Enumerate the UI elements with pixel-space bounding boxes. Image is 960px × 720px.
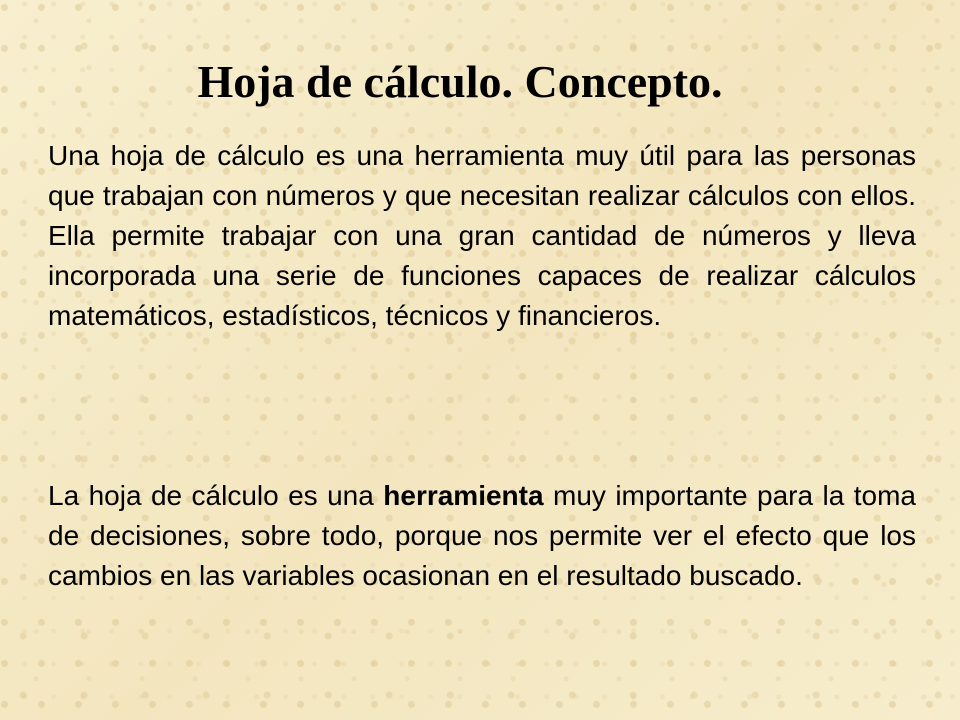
- slide-title: Hoja de cálculo. Concepto.: [197, 56, 723, 107]
- paragraph-importance-start: La hoja de cálculo es una: [48, 480, 384, 511]
- paragraph-importance: [48, 476, 916, 596]
- paragraph-definition: Una hoja de cálculo es una herramienta muy útil para las personas que trabajan con números y que necesitan realizar cálculos con ellos. Ella permite trabajar con una gran cantidad de números y lleva incorporada una serie de funciones capaces de realizar cálculos matemáticos, estadísticos, técnicos y financieros.: [48, 140, 916, 331]
- paragraph-importance-end: muy importante para la toma de decisiones, sobre todo, porque nos permite ver el efecto que los cambios en las variables ocasionan en el resultado buscado.: [48, 480, 916, 591]
- emphasis-herramienta: herramienta: [383, 480, 544, 511]
